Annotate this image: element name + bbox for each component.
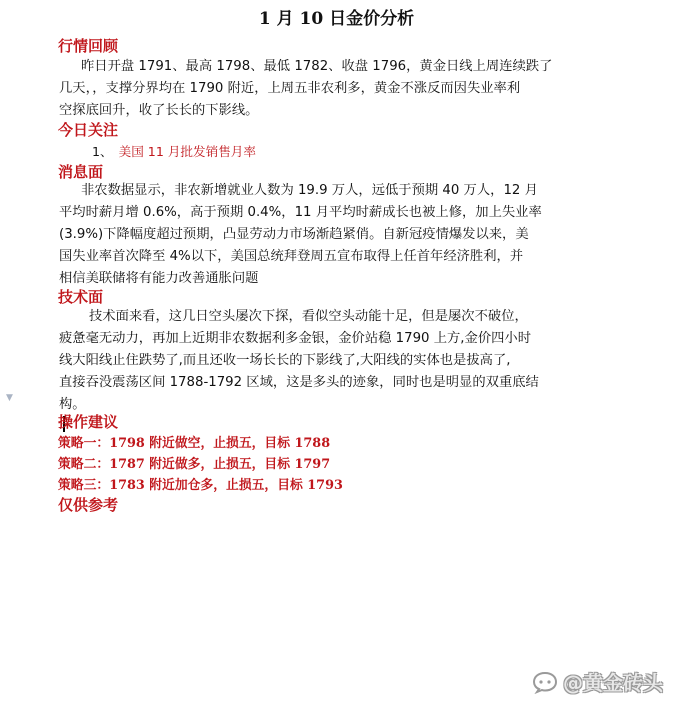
strategy-1: 策略一：1798 附近做空，止损五，目标 1788	[58, 436, 331, 451]
watermark	[531, 667, 663, 696]
zhihu-logo-icon	[531, 670, 559, 694]
heading-advice: 操作建议	[58, 413, 119, 431]
strategy-3: 策略三：1783 附近加仓多，止损五，目标 1793	[58, 478, 343, 493]
technical-last-line	[59, 394, 619, 432]
heading-market-review: 行情回顾	[58, 37, 119, 55]
news-line: 相信美联储将有能力改善通胀问题	[59, 271, 259, 286]
heading-technical: 技术面	[58, 288, 104, 306]
paragraph-market-review	[59, 56, 619, 122]
strategy-2: 策略二：1787 附近做多，止损五，目标 1797	[58, 457, 331, 472]
heading-today-focus: 今日关注	[58, 121, 119, 139]
market-review-line: 几天，，支撑分界均在 1790 附近，上周五非农利多，黄金不涨反而因失业率利	[59, 81, 521, 96]
caret-down-icon: ▼	[6, 393, 13, 403]
today-focus-item-text: 美国 11 月批发销售月率	[118, 144, 256, 159]
document-title: 1 月 10 日金价分析	[258, 9, 415, 29]
news-line: (3.9%)下降幅度超过预期，凸显劳动力市场渐趋紧俏。自新冠疫情爆发以来，美	[59, 227, 529, 242]
news-line: 国失业率首次降至 4%以下，美国总统拜登周五宣布取得上任首年经济胜利，并	[59, 249, 524, 264]
technical-line: 直接吞没震荡区间 1788-1792 区域，这是多头的迹象，同时也是明显的双重底结	[59, 375, 539, 390]
heading-news: 消息面	[58, 163, 104, 181]
technical-line: 构。	[59, 397, 86, 412]
news-line: 平均时薪月增 0.6%，高于预期 0.4%，11 月平均时薪成长也被上修，加上失业率	[59, 205, 542, 220]
watermark-text: @黄金砖头	[563, 671, 663, 695]
technical-line: 技术面来看，这几日空头屡次下探，看似空头动能十足，但是屡次不破位，	[89, 309, 528, 324]
paragraph-news	[59, 180, 619, 290]
paragraph-technical	[59, 306, 619, 432]
market-review-line: 空探底回升，收了长长的下影线。	[59, 103, 259, 118]
today-focus-item-number: 1、	[92, 144, 113, 159]
technical-line: 疲惫毫无动力，再加上近期非农数据利多金银，金价站稳 1790 上方,金价四小时	[59, 331, 532, 346]
today-focus-item	[92, 141, 256, 160]
market-review-line: 昨日开盘 1791、最高 1798、最低 1782、收盘 1796，黄金日线上周连续跌了	[81, 59, 553, 74]
disclaimer: 仅供参考	[58, 496, 119, 514]
technical-line: 线大阳线止住跌势了,而且还收一场长长的下影线了,大阳线的实体也是拔高了,	[59, 353, 511, 368]
news-line: 非农数据显示，非农新增就业人数为 19.9 万人，远低于预期 40 万人，12 月	[81, 183, 538, 198]
